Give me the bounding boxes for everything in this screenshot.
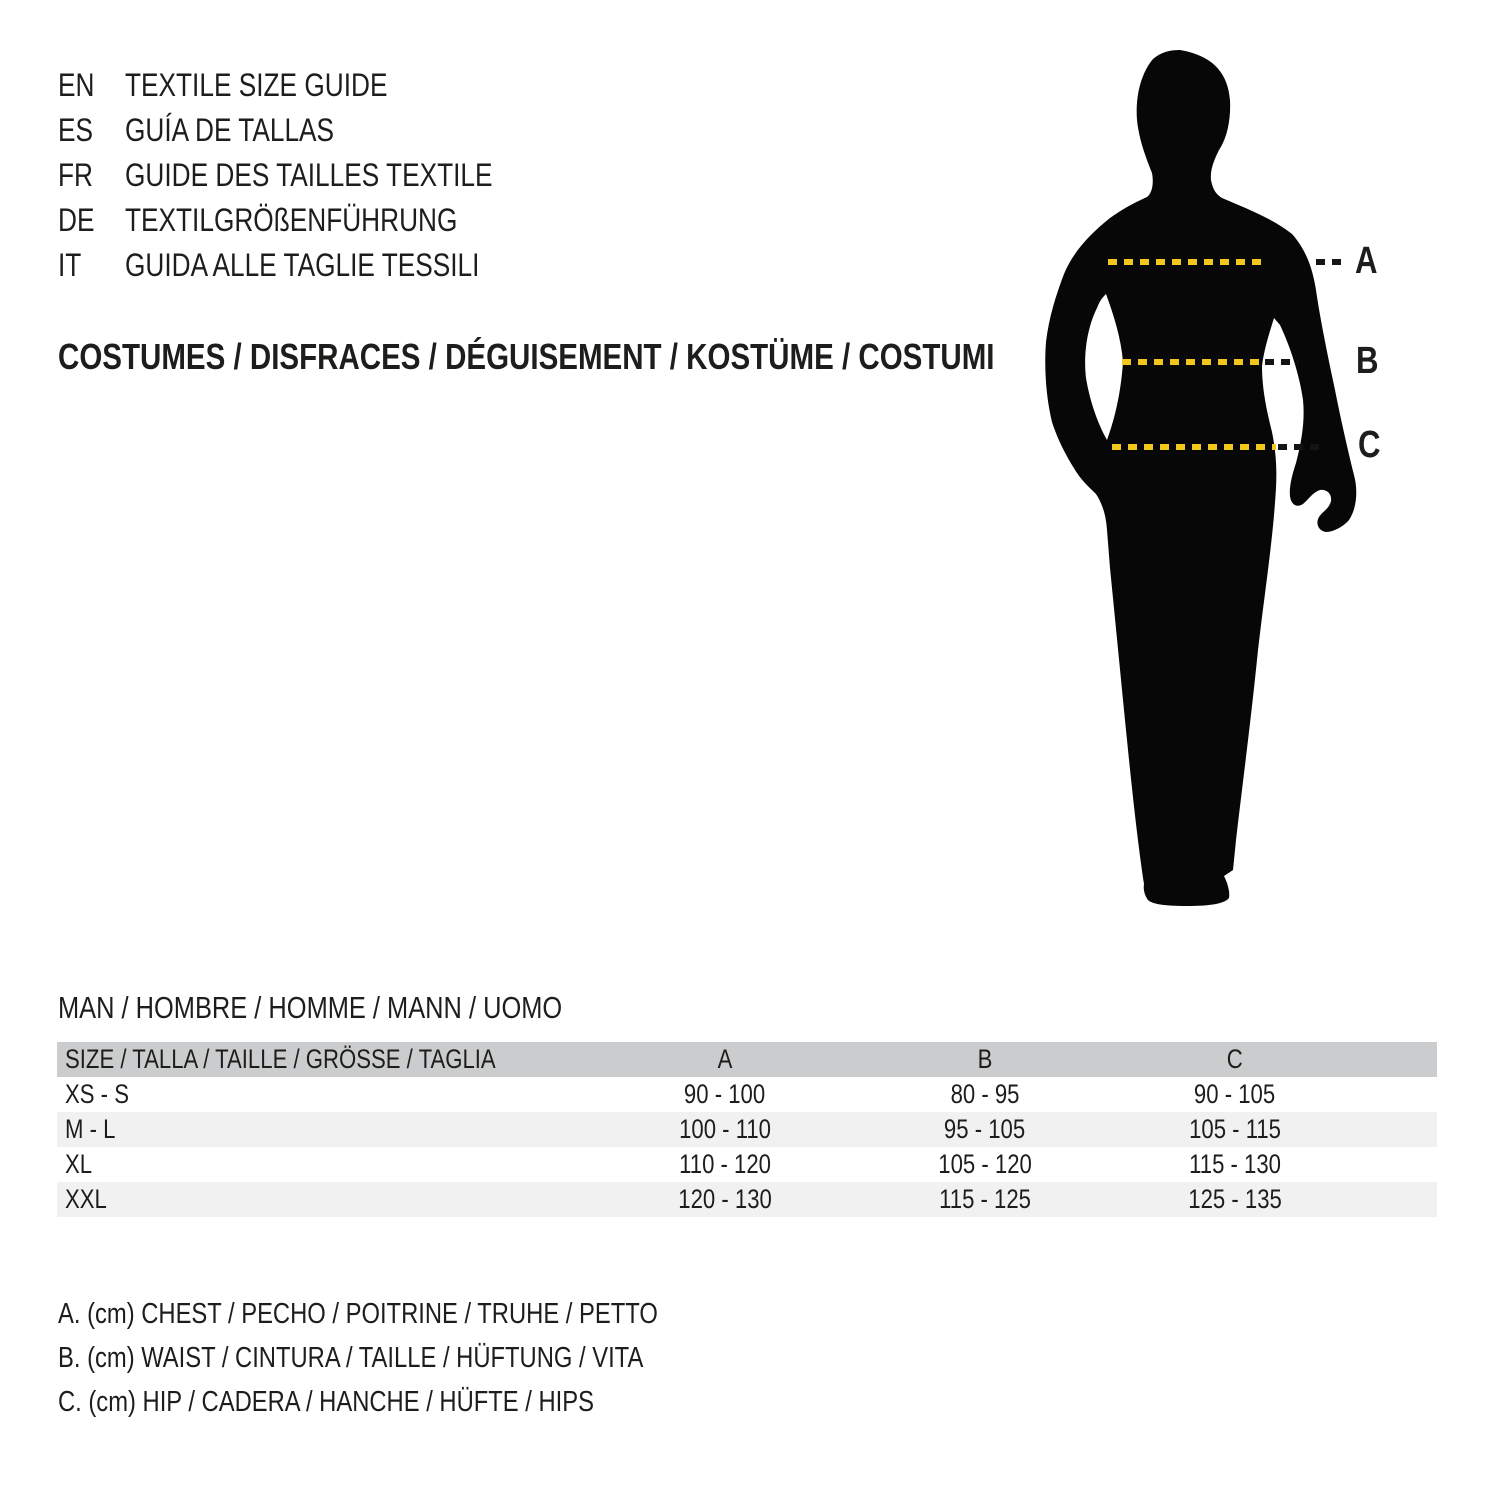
size-table-header-row <box>57 1042 1437 1077</box>
waist-range-cell: 80 - 95 <box>950 1079 1020 1109</box>
language-code: DE <box>58 202 95 238</box>
hip-range-cell: 115 - 130 <box>1189 1149 1281 1179</box>
language-label: GUÍA DE TALLAS <box>125 112 335 148</box>
size-cell: M - L <box>65 1114 116 1144</box>
size-cell: XS - S <box>65 1079 129 1109</box>
language-row <box>58 108 573 153</box>
language-row <box>58 153 573 198</box>
man-silhouette-figure <box>1020 40 1380 920</box>
size-table <box>57 1042 1437 1217</box>
size-cell: XXL <box>65 1184 107 1214</box>
size-cell: XL <box>65 1149 93 1179</box>
section-title-man: MAN / HOMBRE / HOMME / MANN / UOMO <box>58 990 563 1025</box>
hip-range-cell: 90 - 105 <box>1194 1079 1276 1109</box>
language-label: TEXTILGRÖßENFÜHRUNG <box>125 202 458 238</box>
language-label: GUIDE DES TAILLES TEXTILE <box>125 157 493 193</box>
language-code: IT <box>58 247 82 283</box>
man-silhouette <box>1045 50 1356 906</box>
column-header-b: B <box>977 1044 993 1074</box>
column-header-a: A <box>717 1044 733 1074</box>
language-row <box>58 243 573 288</box>
language-row <box>58 198 573 243</box>
measurement-legend <box>58 1292 790 1424</box>
legend-item-waist: B. (cm) WAIST / CINTURA / TAILLE / HÜFTUNG / VITA <box>58 1341 644 1374</box>
chest-range-cell: 100 - 110 <box>679 1114 771 1144</box>
chest-range-cell: 120 - 130 <box>678 1184 772 1214</box>
waist-range-cell: 105 - 120 <box>938 1149 1032 1179</box>
size-table-row <box>57 1077 1437 1112</box>
chest-range-cell: 110 - 120 <box>679 1149 771 1179</box>
waist-range-cell: 95 - 105 <box>944 1114 1026 1144</box>
language-row <box>58 63 573 108</box>
language-code: FR <box>58 157 93 193</box>
category-title: COSTUMES / DISFRACES / DÉGUISEMENT / KOSTÜME / COSTUMI <box>58 336 995 377</box>
size-table-row <box>57 1112 1437 1147</box>
measure-label-a: A <box>1355 240 1378 282</box>
measure-label-b: B <box>1356 340 1379 382</box>
size-table-row <box>57 1182 1437 1217</box>
language-guide-block <box>58 63 573 288</box>
language-code: EN <box>58 67 95 103</box>
legend-item-hip: C. (cm) HIP / CADERA / HANCHE / HÜFTE / HIPS <box>58 1385 594 1418</box>
legend-item-chest: A. (cm) CHEST / PECHO / POITRINE / TRUHE / PETTO <box>58 1297 658 1330</box>
hip-range-cell: 125 - 135 <box>1188 1184 1282 1214</box>
language-code: ES <box>58 112 94 148</box>
waist-range-cell: 115 - 125 <box>939 1184 1031 1214</box>
chest-range-cell: 90 - 100 <box>684 1079 766 1109</box>
language-label: GUIDA ALLE TAGLIE TESSILI <box>125 247 480 283</box>
size-table-row <box>57 1147 1437 1182</box>
column-header-c: C <box>1227 1044 1243 1074</box>
man-silhouette-svg <box>1020 40 1380 920</box>
language-label: TEXTILE SIZE GUIDE <box>125 67 388 103</box>
measure-label-c: C <box>1358 424 1381 466</box>
hip-range-cell: 105 - 115 <box>1189 1114 1281 1144</box>
size-column-header: SIZE / TALLA / TAILLE / GRÖSSE / TAGLIA <box>65 1044 496 1074</box>
